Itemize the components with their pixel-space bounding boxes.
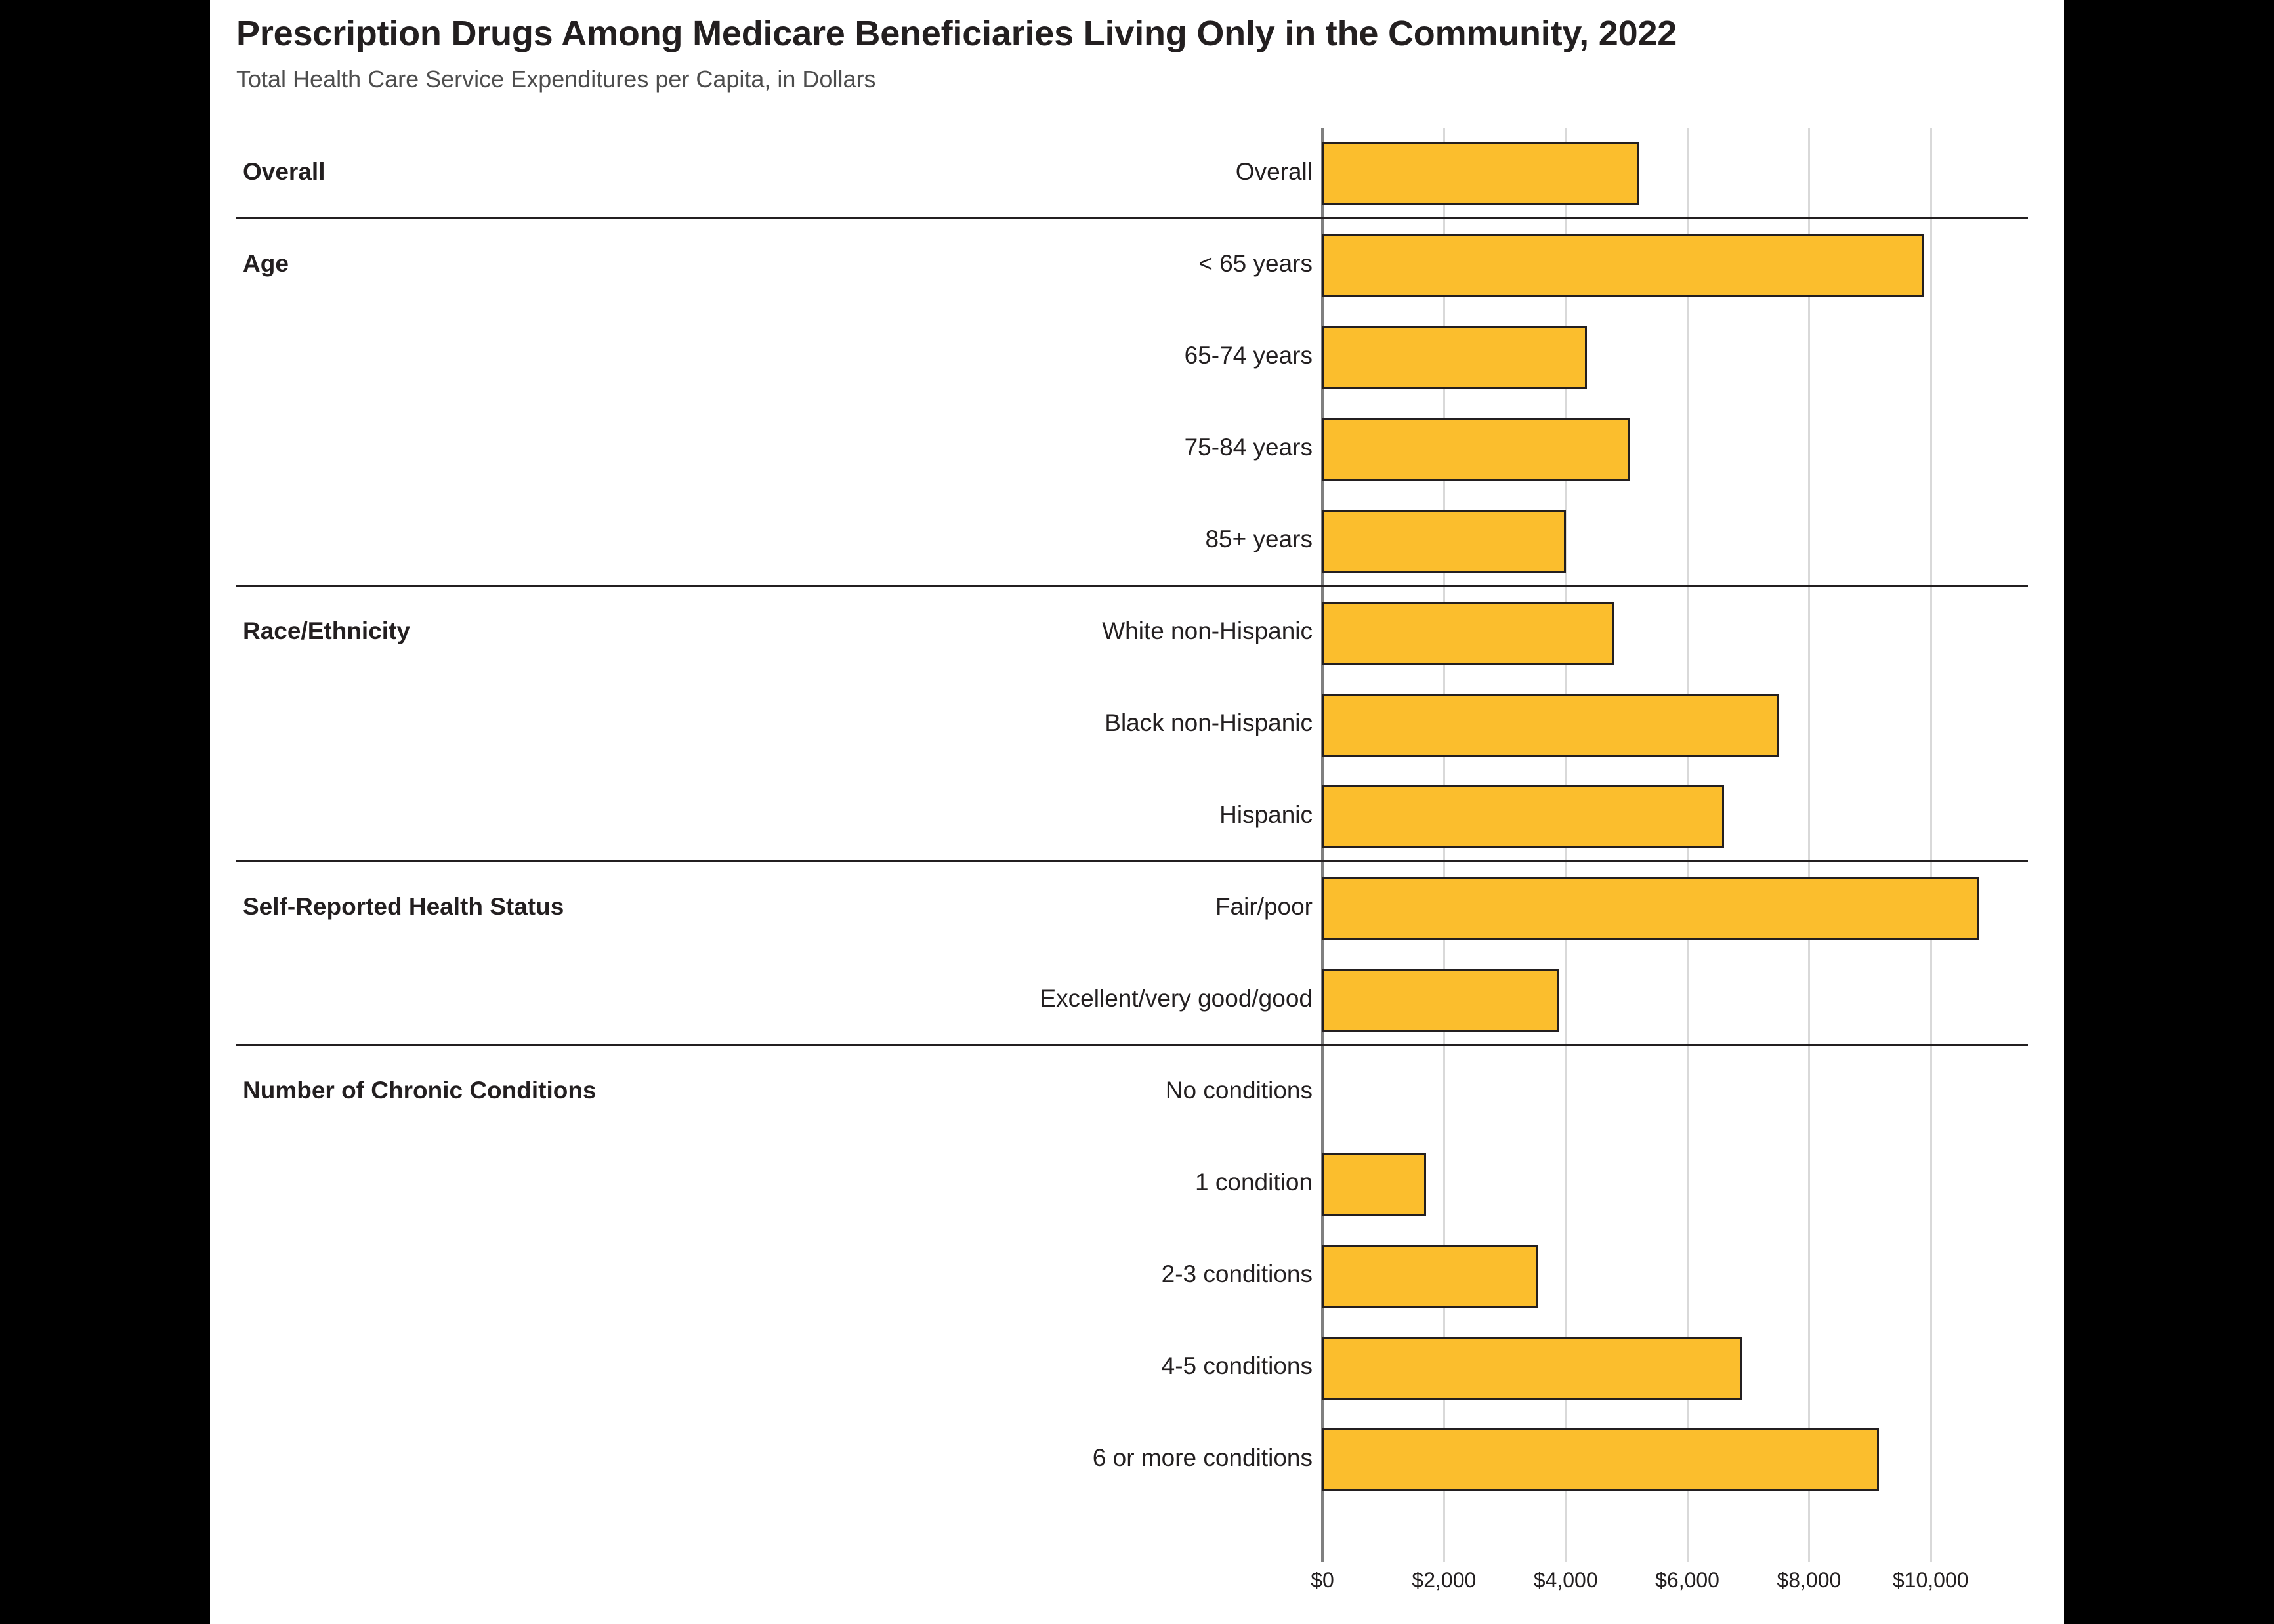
category-label: No conditions: [1165, 1077, 1313, 1104]
group-separator: [236, 585, 2028, 587]
x-tick-label: $0: [1311, 1568, 1334, 1592]
bar: [1322, 142, 1639, 205]
category-label: 2-3 conditions: [1161, 1260, 1313, 1287]
group-label: Number of Chronic Conditions: [243, 1077, 597, 1104]
gridline-5: [1930, 128, 1932, 1562]
x-tick-label: $4,000: [1533, 1568, 1598, 1592]
bar: [1322, 602, 1614, 665]
bar: [1322, 234, 1924, 297]
bar: [1322, 877, 1979, 940]
x-tick-label: $10,000: [1892, 1568, 1969, 1592]
group-label: Overall: [243, 158, 326, 185]
bar: [1322, 418, 1630, 481]
category-label: 4-5 conditions: [1161, 1352, 1313, 1379]
category-label: Excellent/very good/good: [1040, 985, 1313, 1012]
category-label: 85+ years: [1205, 526, 1313, 552]
category-label: Overall: [1235, 158, 1313, 185]
group-separator: [236, 217, 2028, 219]
bar: [1322, 785, 1724, 848]
bar: [1322, 326, 1587, 389]
bar: [1322, 1245, 1538, 1308]
category-label: < 65 years: [1198, 250, 1313, 277]
group-separator: [236, 860, 2028, 862]
gridline-4: [1808, 128, 1810, 1562]
bar: [1322, 1153, 1426, 1216]
bar: [1322, 510, 1566, 573]
category-label: 75-84 years: [1184, 434, 1313, 461]
category-label: 65-74 years: [1184, 342, 1313, 369]
x-tick-label: $6,000: [1655, 1568, 1719, 1592]
bar: [1322, 1337, 1742, 1400]
bar: [1322, 694, 1779, 757]
category-label: Black non-Hispanic: [1105, 709, 1313, 736]
x-axis-tick-labels: [236, 1568, 2028, 1601]
group-separator: [236, 1044, 2028, 1046]
category-label: 1 condition: [1195, 1169, 1313, 1196]
x-tick-label: $2,000: [1412, 1568, 1477, 1592]
group-label: Age: [243, 250, 289, 277]
chart-plot-area: [236, 128, 2028, 1562]
group-label: Race/Ethnicity: [243, 617, 410, 644]
group-label: Self-Reported Health Status: [243, 893, 564, 920]
category-label: Hispanic: [1219, 801, 1313, 828]
chart-card: [210, 0, 2064, 1624]
category-label: White non-Hispanic: [1102, 617, 1313, 644]
bar: [1322, 969, 1559, 1032]
bar: [1322, 1428, 1879, 1491]
category-label: 6 or more conditions: [1092, 1444, 1313, 1471]
x-tick-label: $8,000: [1777, 1568, 1842, 1592]
chart-subtitle: Total Health Care Service Expenditures per Capita, in Dollars: [236, 66, 876, 93]
category-label: Fair/poor: [1215, 893, 1313, 920]
page-title: Prescription Drugs Among Medicare Beneficiaries Living Only in the Community, 2022: [236, 14, 1677, 53]
